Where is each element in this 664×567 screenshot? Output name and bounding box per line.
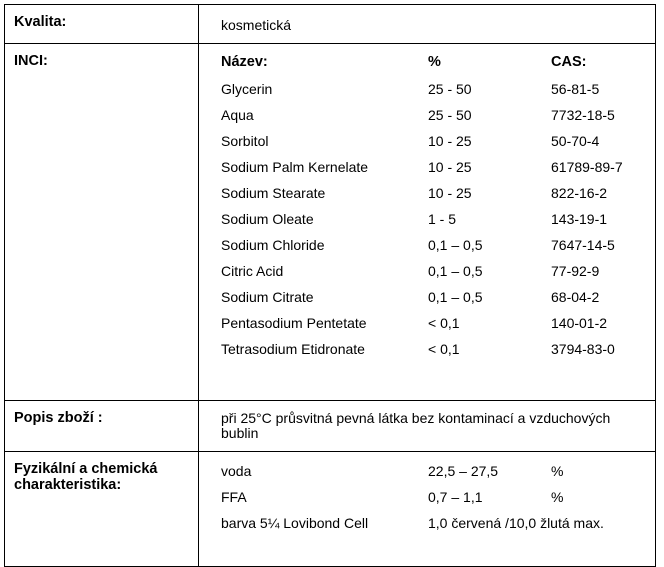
inci-percent: 10 - 25 [428,133,472,149]
inci-header-percent: % [428,54,441,70]
inci-header-name: Název: [221,54,268,70]
inci-percent: 1 - 5 [428,211,457,227]
inci-cas: 3794-83-0 [551,341,615,357]
inci-name: Pentasodium Pentetate [221,315,367,331]
inci-label: INCI: [14,53,48,69]
inci-cas: 68-04-2 [551,289,600,305]
label-cell [5,452,199,567]
inci-name: Sodium Oleate [221,211,314,227]
inci-name: Aqua [221,107,254,123]
inci-percent: 0,1 – 0,5 [428,263,483,279]
fyz-range: 22,5 – 27,5 [428,463,499,479]
inci-cas: 822-16-2 [551,185,608,201]
label-cell [5,5,199,44]
inci-cas: 7732-18-5 [551,107,615,123]
popis-label: Popis zboží : [14,410,103,426]
inci-percent: 0,1 – 0,5 [428,289,483,305]
label-cell [5,401,199,452]
value-cell [199,5,656,44]
row-fyzikalni [5,452,656,567]
row-kvalita [5,5,656,44]
popis-value: při 25°C průsvitná pevná látka bez kontaminací a vzduchových bublin [221,410,611,441]
inci-cas: 50-70-4 [551,133,600,149]
specification-table [4,4,656,567]
inci-cas: 143-19-1 [551,211,608,227]
inci-cas: 56-81-5 [551,81,600,97]
inci-name: Sodium Chloride [221,237,325,253]
inci-cas: 77-92-9 [551,263,600,279]
inci-percent: 10 - 25 [428,159,472,175]
fyz-parameter: voda [221,463,252,479]
value-cell [199,401,656,452]
kvalita-label: Kvalita: [14,14,67,30]
inci-ingredient-list [221,44,655,367]
inci-name: Sodium Citrate [221,289,314,305]
value-cell [199,44,656,401]
fyzikalni-list [221,452,655,541]
fyz-parameter: FFA [221,489,247,505]
inci-percent: 0,1 – 0,5 [428,237,483,253]
inci-percent: 25 - 50 [428,81,472,97]
inci-name: Glycerin [221,81,273,97]
kvalita-value: kosmetická [221,17,292,33]
row-inci [5,44,656,401]
fyz-range: 0,7 – 1,1 [428,489,483,505]
inci-percent: < 0,1 [428,315,460,331]
fyz-unit: % [551,489,564,505]
inci-name: Citric Acid [221,263,284,279]
row-popis [5,401,656,452]
label-cell [5,44,199,401]
inci-name: Sodium Palm Kernelate [221,159,369,175]
inci-name: Sorbitol [221,133,269,149]
inci-cas: 7647-14-5 [551,237,615,253]
barva-name: barva 5¼ Lovibond Cell [221,515,369,531]
inci-percent: 10 - 25 [428,185,472,201]
fyzikalni-label: Fyzikální a chemická charakteristika: [14,461,158,493]
inci-header-cas: CAS: [551,54,587,70]
inci-cas: 61789-89-7 [551,159,623,175]
fyz-unit: % [551,463,564,479]
inci-name: Tetrasodium Etidronate [221,341,365,357]
inci-percent: 25 - 50 [428,107,472,123]
inci-percent: < 0,1 [428,341,460,357]
value-cell [199,452,656,567]
barva-value: 1,0 červená /10,0 žlutá max. [428,515,604,531]
inci-name: Sodium Stearate [221,185,326,201]
inci-cas: 140-01-2 [551,315,608,331]
